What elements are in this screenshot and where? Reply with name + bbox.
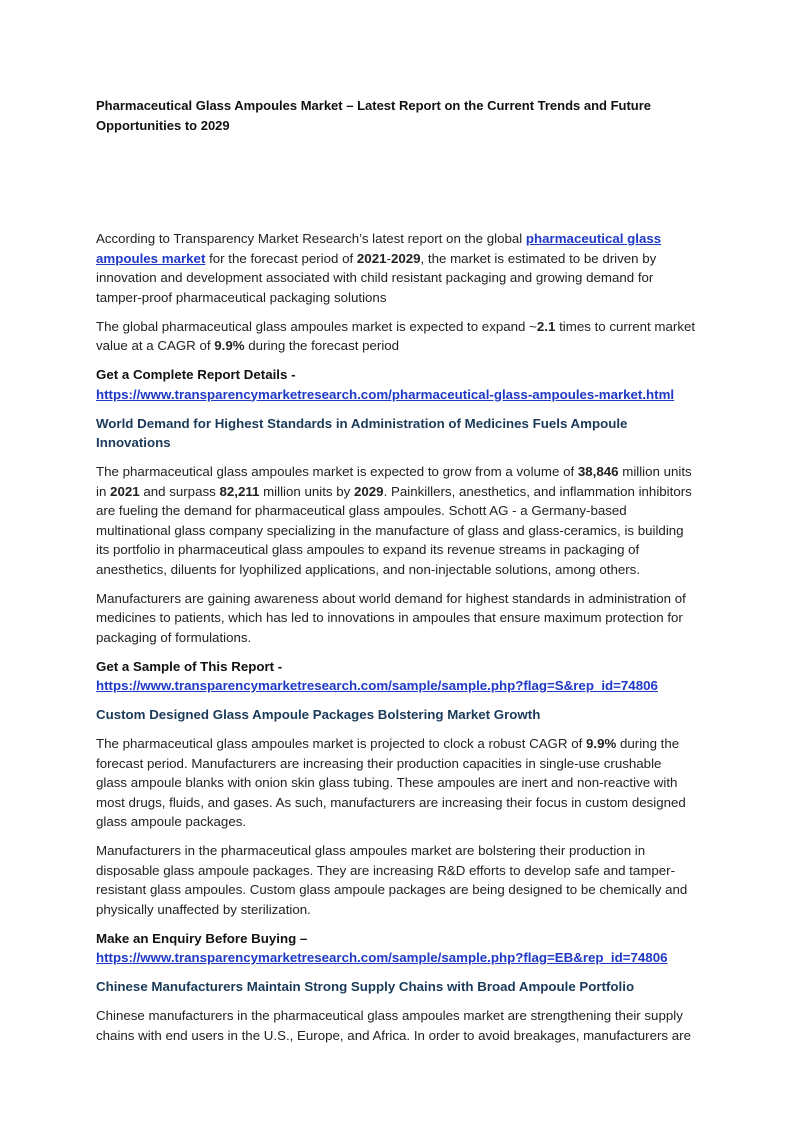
enquiry-label: Make an Enquiry Before Buying –	[96, 930, 308, 946]
document-title: Pharmaceutical Glass Ampoules Market – Latest Report on the Current Trends and Future Opportunities to 2029	[96, 98, 652, 133]
growth-multiple: 2.1	[536, 318, 556, 334]
chinese-manufacturers-paragraph: Chinese manufacturers in the pharmaceutical glass ampoules market are strengthening their supply chains with end users in the U.S., Europe, and Africa. In order to avoid breakages, manufacturers are	[96, 1008, 691, 1043]
volume-2021: 38,846	[577, 464, 619, 479]
report-details	[96, 365, 696, 404]
enquiry-link[interactable]: https://www.transparencymarketresearch.com/sample/sample.php?flag=EB&rep_id=74806	[96, 950, 668, 965]
report-details-label: Get a Complete Report Details -	[96, 367, 296, 382]
enquiry-request	[96, 929, 696, 968]
intro-paragraph	[96, 229, 696, 307]
volume-text-1: The pharmaceutical glass ampoules market is expected to grow from a volume of	[96, 464, 578, 479]
intro-text-3: , the market is estimated to be driven by innovation and development associated with child resistant packaging and growing demand for tamper-proof pharmaceutical packaging solutions	[96, 250, 657, 305]
sample-label: Get a Sample of This Report -	[96, 658, 283, 674]
awareness-paragraph: Manufacturers are gaining awareness about world demand for highest standards in administration of medicines to patients, which has led to innovations in ampoules that ensure maximum protection for packaging of formulations.	[96, 590, 686, 645]
volume-2029: 82,211	[219, 483, 260, 499]
market-link[interactable]: pharmaceutical glass ampoules market	[96, 231, 662, 266]
document-page	[96, 96, 696, 1055]
growth-paragraph	[96, 317, 696, 356]
section-heading-3: Chinese Manufacturers Maintain Strong Supply Chains with Broad Ampoule Portfolio	[96, 979, 635, 994]
growth-cagr: 9.9%	[214, 338, 245, 353]
section-heading-2: Custom Designed Glass Ampoule Packages Bolstering Market Growth	[96, 707, 541, 722]
report-details-link[interactable]: https://www.transparencymarketresearch.com/pharmaceutical-glass-ampoules-market.html	[96, 386, 675, 402]
period-dash: -	[386, 250, 391, 266]
year-2021: 2021	[110, 483, 140, 499]
cagr-paragraph	[96, 734, 696, 832]
period-start: 2021	[356, 250, 387, 266]
sample-link[interactable]: https://www.transparencymarketresearch.com/sample/sample.php?flag=S&rep_id=74806	[96, 678, 658, 693]
period-end: 2029	[390, 250, 421, 266]
growth-text-2: times to current market value at a CAGR of	[96, 318, 696, 353]
volume-text-4: million units by	[259, 483, 354, 499]
growth-text-1: The global pharmaceutical glass ampoules market is expected to expand ~	[96, 318, 537, 334]
title-spacer	[96, 135, 696, 229]
production-paragraph: Manufacturers in the pharmaceutical glass ampoules market are bolstering their production in disposable glass ampoule packages. They are increasing R&D efforts to develop safe and tamper-resistant glass ampoules. Custom glass ampoule packages are being designed to be chemically and physically unaffected by sterilization.	[96, 843, 688, 917]
volume-text-5: . Painkillers, anesthetics, and inflammation inhibitors are fueling the demand for pharmaceutical glass ampoules. Schott AG - a Germany-based multinational glass company specializing in the manufacture of glass and glass-ceramics, is building its portfolio in pharmaceutical glass ampoules to expand its revenue streams in packaging of anesthetics, diluents for lyophilized applications, and non-injectable solutions, among others.	[96, 483, 692, 577]
cagr-text-2: during the forecast period. Manufacturers are increasing their production capacities in single-use crushable glass ampoule blanks with onion skin glass tubing. These ampoules are inert and non-reactive with most drugs, fluids, and gases. As such, manufacturers are increasing their focus in custom designed glass ampoule packages.	[96, 736, 686, 829]
sample-request	[96, 657, 696, 696]
cagr-value: 9.9%	[586, 736, 617, 751]
intro-text-2: for the forecast period of	[205, 250, 357, 266]
growth-text-3: during the forecast period	[244, 338, 400, 353]
section-heading-1: World Demand for Highest Standards in Administration of Medicines Fuels Ampoule Innovations	[96, 415, 628, 450]
volume-text-3: and surpass	[139, 483, 220, 499]
cagr-text-1: The pharmaceutical glass ampoules market is projected to clock a robust CAGR of	[96, 736, 586, 751]
volume-text-2: million units in	[96, 464, 692, 499]
intro-text-1: According to Transparency Market Research’s latest report on the global	[96, 231, 526, 246]
volume-paragraph	[96, 462, 696, 579]
year-2029: 2029	[354, 483, 384, 499]
